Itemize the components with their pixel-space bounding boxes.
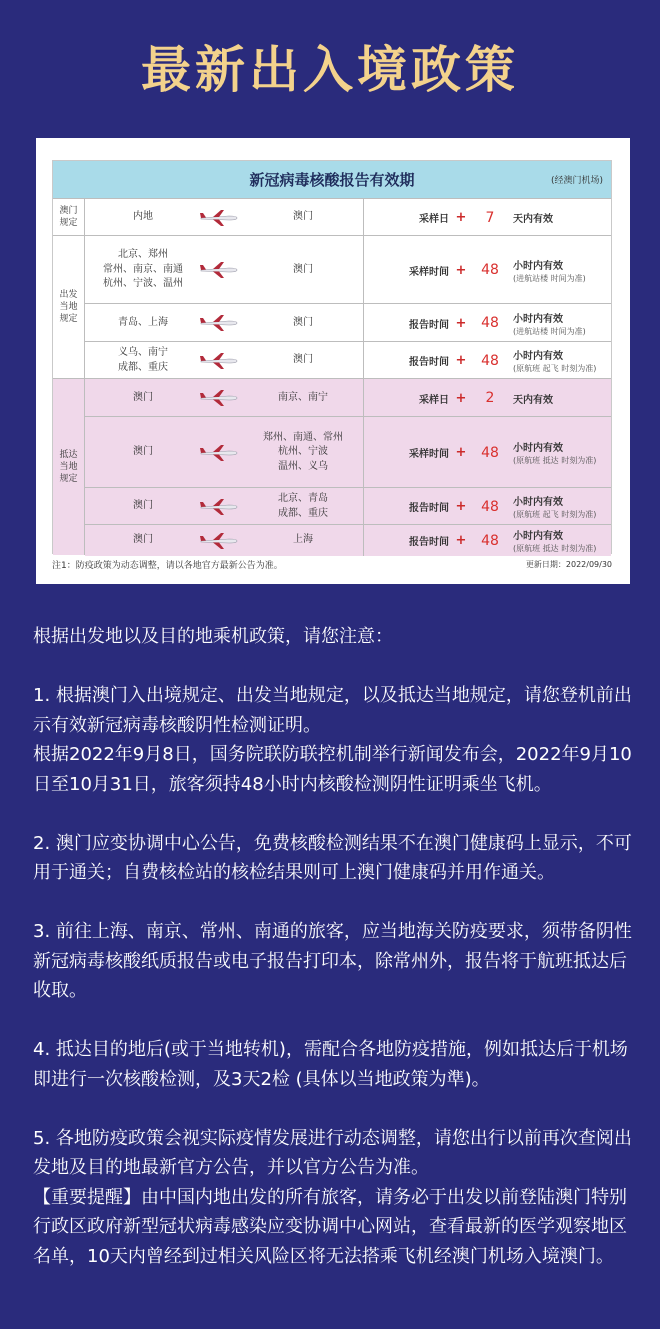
origin-cell: 澳门 [133, 391, 153, 403]
origin-cell: 内地 [133, 211, 153, 223]
column-divider [363, 488, 364, 525]
plus-sign: + [455, 499, 467, 514]
destination-cell: 上海 [293, 534, 313, 546]
airplane-icon [195, 304, 243, 342]
destination-cell: 澳门 [293, 354, 313, 366]
airplane-icon [195, 488, 243, 525]
plus-sign: + [455, 390, 467, 406]
note-1: 1. 根据澳门入出境规定、出发当地规定，以及抵达当地规定，请您登机前出示有效新冠病毒核酸阴性检测证明。 [33, 685, 632, 736]
column-divider [363, 304, 364, 342]
note-5: 5. 各地防疫政策会视实际疫情发展进行动态调整，请您出行以前再次查阅出发地及目的地最新官方公告，并以官方公告为准。 [33, 1127, 632, 1178]
destination-cell: 澳门 [293, 263, 313, 275]
note-3: 3. 前往上海、南京、常州、南通的旅客，应当地海关防疫要求，须带备阴性新冠病毒核酸纸质报告或电子报告打印本，除常州外，报告将于航班抵达后收取。 [33, 921, 632, 1001]
duration-number: 2 [485, 390, 495, 406]
duration-number: 48 [481, 262, 499, 278]
plus-sign: + [455, 533, 467, 548]
duration-number: 48 [481, 532, 499, 549]
validity-cell [513, 417, 609, 488]
origin-cell: 义乌、南宁 成都、重庆 [118, 347, 168, 373]
duration-number: 48 [481, 498, 499, 515]
table-row [85, 341, 611, 379]
column-divider [363, 379, 364, 417]
column-divider [363, 342, 364, 379]
duration-number: 48 [481, 315, 499, 331]
page-title: 最新出入境政策 [141, 41, 519, 99]
plus-sign: + [455, 445, 467, 460]
table-row [85, 378, 611, 417]
origin-cell: 澳门 [133, 534, 153, 546]
important-reminder: 【重要提醒】由中国内地出发的所有旅客，请务必于出发以前登陆澳门特别行政区政府新型冠状病毒感染应变协调中心网站，查看最新的医学观察地区名单，10天内曾经到过相关风险区将无法搭乘飞机经澳门机场入境澳门。 [33, 1186, 627, 1267]
validity-note: (进航站楼 时间为准) [513, 273, 586, 283]
validity-note: (原航班 起飞 时刻为准) [513, 510, 597, 519]
airplane-icon [195, 417, 243, 488]
airplane-icon [195, 525, 243, 556]
table-footnote: 注1：防疫政策为动态调整，请以各地官方最新公告为准。 [52, 561, 283, 571]
destination-cell: 郑州、南通、常州 杭州、宁波 温州、义乌 [263, 431, 343, 472]
table-heading: 新冠病毒核酸报告有效期 [53, 161, 611, 198]
basis-cell: 报告时间 [409, 357, 449, 368]
plus-sign: + [455, 262, 467, 278]
validity-cell [513, 236, 609, 304]
intro-text: 根据出发地以及目的地乘机政策，请您注意： [33, 626, 393, 647]
validity-text: 小时内有效 [513, 531, 563, 542]
destination-cell: 澳门 [293, 316, 313, 328]
origin-cell: 澳门 [133, 446, 153, 458]
table-row [85, 487, 611, 525]
destination-cell: 澳门 [293, 211, 313, 223]
group-label-arrival: 抵达当地规定 [53, 378, 85, 555]
origin-cell: 青岛、上海 [118, 316, 168, 328]
table-row [85, 235, 611, 304]
destination-cell: 南京、南宁 [278, 391, 328, 403]
note-2: 2. 澳门应变协调中心公告，免费核酸检测结果不在澳门健康码上显示，不可用于通关；自费核检站的核检结果则可上澳门健康码并用作通关。 [33, 832, 632, 883]
basis-cell: 报告时间 [409, 503, 449, 514]
validity-text: 小时内有效 [513, 497, 563, 508]
column-divider [363, 199, 364, 236]
validity-text: 小时内有效 [513, 443, 563, 454]
validity-cell [513, 199, 609, 236]
validity-note: (原航班 抵达 时刻为准) [513, 456, 597, 465]
plus-sign: + [455, 315, 467, 331]
validity-text: 小时内有效 [513, 260, 563, 272]
validity-cell [513, 342, 609, 379]
airplane-icon [195, 199, 243, 236]
airplane-icon [195, 342, 243, 379]
validity-cell [513, 379, 609, 417]
group-label-departure: 出发当地规定 [53, 235, 85, 378]
validity-cell [513, 525, 609, 556]
column-divider [363, 417, 364, 488]
note-1-detail: 根据2022年9月8日，国务院联防联控机制举行新闻发布会，2022年9月10日至10月31日，旅客须持48小时内核酸检测阴性证明乘坐飞机。 [33, 744, 632, 795]
airplane-icon [195, 379, 243, 417]
origin-cell: 北京、郑州 常州、南京、南通 杭州、宁波、温州 [103, 249, 183, 290]
plus-sign: + [455, 210, 467, 225]
column-divider [363, 236, 364, 304]
origin-cell: 澳门 [133, 500, 153, 512]
basis-cell: 报告时间 [409, 537, 449, 548]
table-row [85, 416, 611, 488]
validity-text: 小时内有效 [513, 313, 563, 325]
duration-number: 48 [481, 444, 499, 461]
validity-table [52, 160, 612, 554]
duration-number: 48 [481, 352, 499, 369]
policy-notes [33, 622, 633, 1271]
update-date: 更新日期：2022/09/30 [525, 560, 612, 569]
group-label-macau: 澳门规定 [53, 198, 85, 235]
column-divider [363, 525, 364, 556]
validity-cell [513, 304, 609, 342]
basis-cell: 报告时间 [409, 319, 449, 331]
policy-table-card [36, 138, 630, 584]
note-4: 4. 抵达目的地后(或于当地转机)，需配合各地防疫措施，例如抵达后于机场即进行一次核酸检测，及3天2检 (具体以当地政策为準)。 [33, 1039, 628, 1090]
basis-cell: 采样时间 [409, 266, 449, 278]
table-row [85, 303, 611, 342]
validity-cell [513, 488, 609, 525]
basis-cell: 采样时间 [409, 449, 449, 460]
validity-note: (进航站楼 时间为准) [513, 326, 586, 336]
duration-number: 7 [485, 209, 495, 226]
basis-cell: 采样日 [419, 214, 449, 225]
validity-text: 天内有效 [513, 394, 553, 406]
validity-note: (原航班 抵达 时刻为准) [513, 544, 597, 553]
airplane-icon [195, 236, 243, 304]
destination-cell: 北京、青岛 成都、重庆 [278, 493, 328, 519]
validity-text: 天内有效 [513, 214, 553, 225]
table-row [85, 524, 611, 556]
validity-note: (原航班 起飞 时刻为准) [513, 364, 597, 373]
table-note: (经澳门机场) [550, 176, 603, 186]
basis-cell: 采样日 [419, 394, 449, 406]
plus-sign: + [455, 353, 467, 368]
table-row [85, 198, 611, 236]
validity-text: 小时内有效 [513, 351, 563, 362]
